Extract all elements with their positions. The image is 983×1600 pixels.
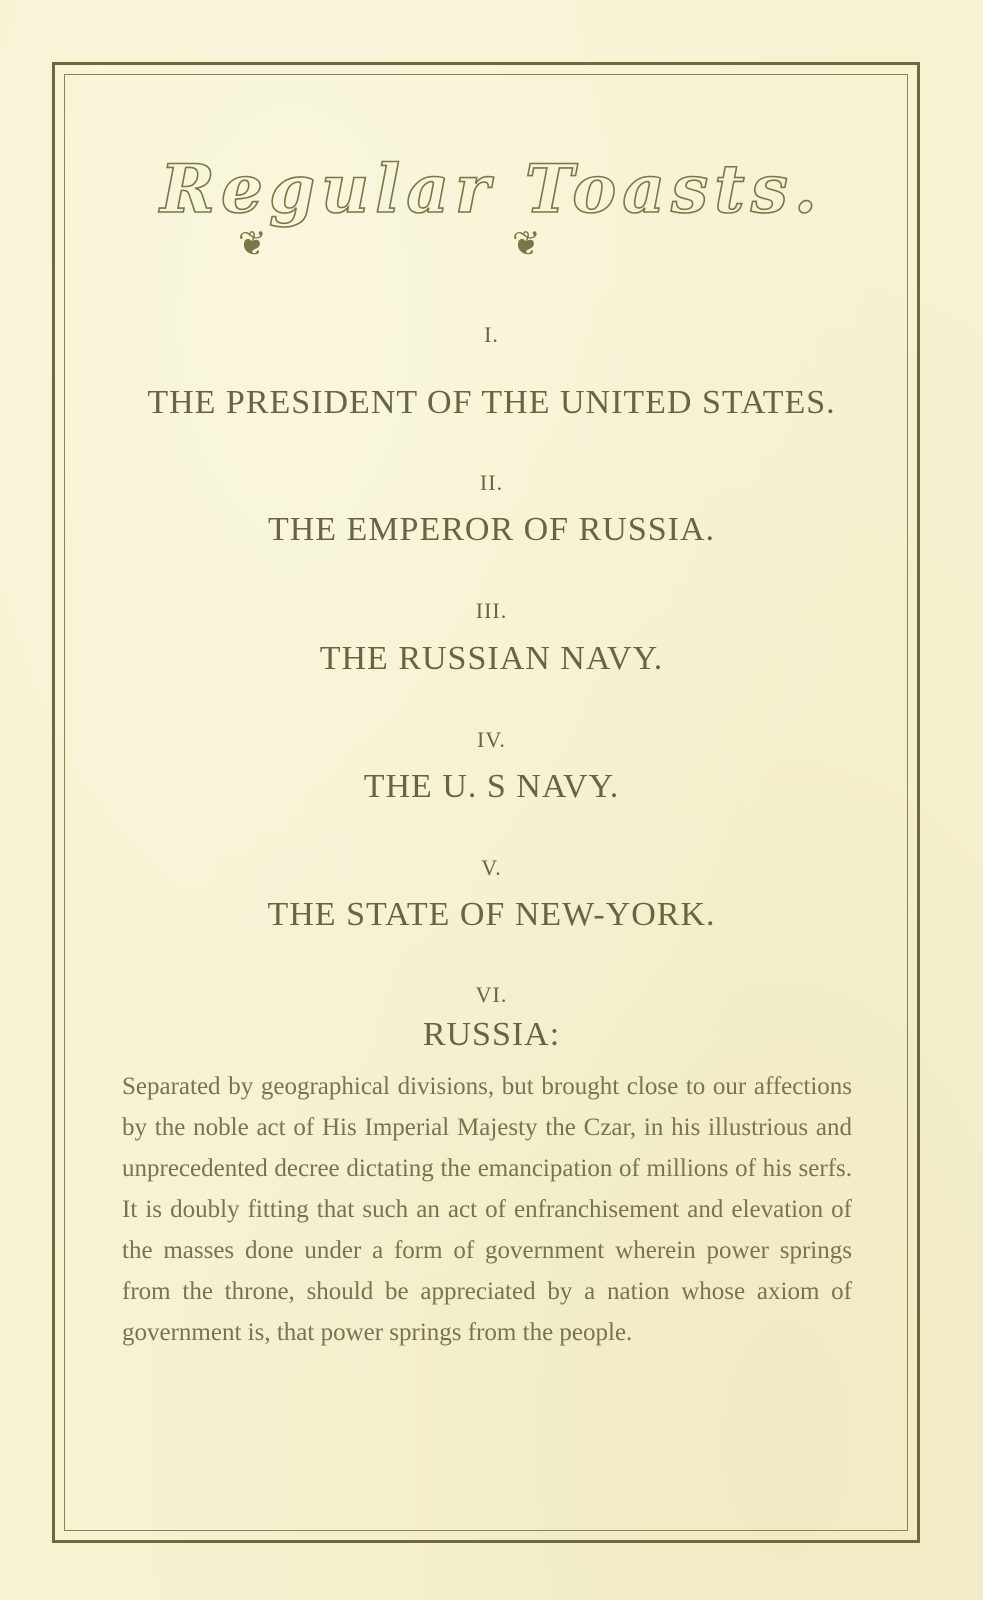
page-title: Regular Toasts.	[160, 150, 823, 228]
left-flourish-icon: ❦	[238, 226, 267, 263]
toast-6-heading: RUSSIA:	[422, 1016, 561, 1053]
toast-2-numeral: II.	[479, 470, 504, 495]
toast-1-heading: THE PRESIDENT OF THE UNITED STATES.	[147, 384, 836, 421]
toast-4-numeral: IV.	[477, 727, 506, 752]
toast-1-numeral: I.	[484, 322, 499, 347]
toast-3-numeral: III.	[475, 598, 508, 623]
toast-4-heading: THE U. S NAVY.	[363, 768, 620, 805]
toast-2-heading: THE EMPEROR OF RUSSIA.	[267, 511, 716, 548]
toast-6-numeral: VI.	[475, 982, 508, 1007]
right-flourish-icon: ❦	[512, 226, 541, 263]
toast-3-heading: THE RUSSIAN NAVY.	[319, 640, 664, 677]
toast-5-numeral: V.	[481, 855, 502, 880]
toast-5-heading: THE STATE OF NEW-YORK.	[267, 896, 716, 933]
toast-6-paragraph: Separated by geographical divisions, but brought close to our affections by the noble act of His Imperial Majesty the Czar, in his illustrious and unprecedented decree dictating the emancipation of millions of his serfs. It is doubly fitting that such an act of enfranchisement and elevation of the masses done under a form of government wherein power springs from the throne, should be appreciated by a nation whose axiom of government is, that power springs from the people.	[122, 1073, 852, 1346]
